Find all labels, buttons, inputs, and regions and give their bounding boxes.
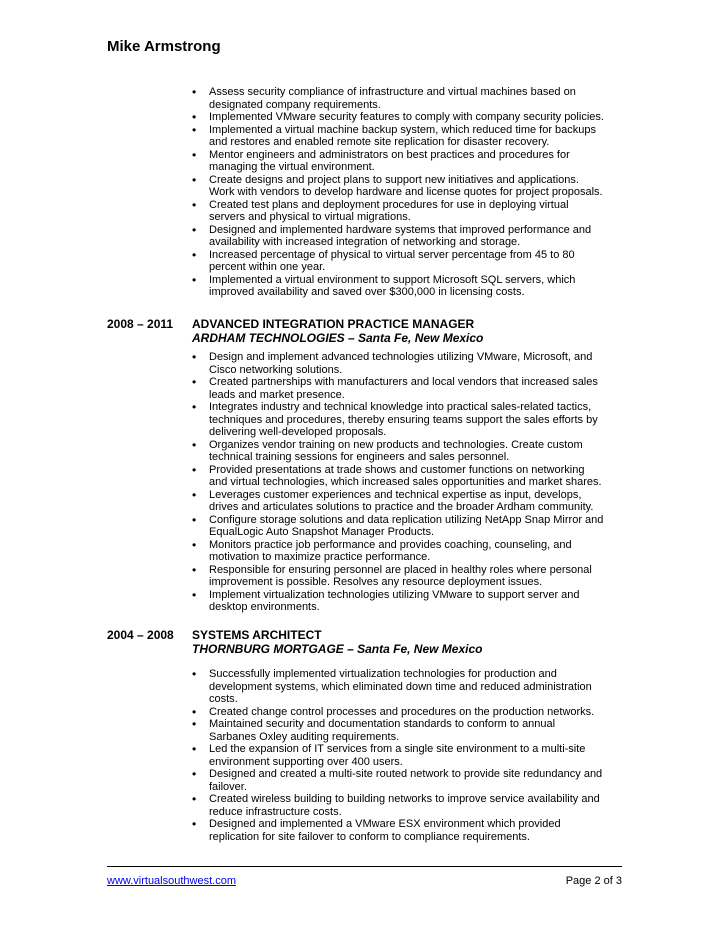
bullet-item: • Successfully implemented virtualization technologies for production and development systems, which eliminated down time and reduced administration costs. — [192, 668, 604, 706]
job-dates: 2008 – 2011 — [107, 317, 174, 331]
bullet-item: • Implemented VMware security features to comply with company security policies. — [192, 111, 604, 124]
bullet-item: • Designed and implemented hardware systems that improved performance and availability with increased integration of networking and storage. — [192, 224, 604, 249]
bullet-item: • Increased percentage of physical to virtual server percentage from 45 to 80 percent within one year. — [192, 249, 604, 274]
bullet-item: • Implemented a virtual environment to support Microsoft SQL servers, which improved availability and saved over $300,000 in licensing costs. — [192, 274, 604, 299]
job-company: THORNBURG MORTGAGE – Santa Fe, New Mexico — [192, 642, 483, 656]
bullet-item: • Design and implement advanced technologies utilizing VMware, Microsoft, and Cisco networking solutions. — [192, 351, 604, 376]
bullet-item: • Created test plans and deployment procedures for use in deploying virtual servers and physical to virtual migrations. — [192, 199, 604, 224]
bullet-item: • Led the expansion of IT services from a single site environment to a multi-site environment supporting over 400 users. — [192, 743, 604, 768]
footer-divider — [107, 866, 622, 867]
bullet-item: • Created wireless building to building networks to improve service availability and reduce infrastructure costs. — [192, 793, 604, 818]
bullet-item: • Maintained security and documentation standards to conform to annual Sarbanes Oxley auditing requirements. — [192, 718, 604, 743]
bullet-item: • Designed and implemented a VMware ESX environment which provided replication for site failover to conform to compliance requirements. — [192, 818, 604, 843]
bullet-item: • Provided presentations at trade shows and customer functions on networking and virtual technologies, which increased sales opportunities and market shares. — [192, 464, 604, 489]
website-link[interactable]: www.virtualsouthwest.com — [107, 875, 236, 887]
bullet-item: • Organizes vendor training on new products and technologies. Create custom technical training sessions for engineers and sales personnel. — [192, 439, 604, 464]
job-bullet-list-thornburg — [192, 668, 604, 843]
intro-bullet-list — [192, 86, 604, 299]
job-bullet-list-ardham — [192, 351, 604, 614]
bullet-item: • Monitors practice job performance and provides coaching, counseling, and motivation to maximize practice performance. — [192, 539, 604, 564]
job-title: SYSTEMS ARCHITECT — [192, 628, 322, 642]
bullet-item: • Assess security compliance of infrastructure and virtual machines based on designated company requirements. — [192, 86, 604, 111]
page-number: Page 2 of 3 — [565, 875, 622, 887]
bullet-item: • Created partnerships with manufacturers and local vendors that increased sales leads and market presence. — [192, 376, 604, 401]
bullet-item: • Configure storage solutions and data replication utilizing NetApp Snap Mirror and EqualLogic Auto Snapshot Manager Products. — [192, 514, 604, 539]
job-title: ADVANCED INTEGRATION PRACTICE MANAGER — [192, 317, 475, 331]
job-dates: 2004 – 2008 — [107, 628, 174, 642]
bullet-item: • Designed and created a multi-site routed network to provide site redundancy and failover. — [192, 768, 604, 793]
bullet-item: • Create designs and project plans to support new initiatives and applications. Work with vendors to develop hardware and license quotes for project proposals. — [192, 174, 604, 199]
bullet-item: • Mentor engineers and administrators on best practices and procedures for managing the virtual environment. — [192, 149, 604, 174]
bullet-item: • Responsible for ensuring personnel are placed in healthy roles where personal improvement is possible. Resolves any resource deployment issues. — [192, 564, 604, 589]
bullet-item: • Created change control processes and procedures on the production networks. — [192, 706, 604, 719]
bullet-item: • Implement virtualization technologies utilizing VMware to support server and desktop environments. — [192, 589, 604, 614]
bullet-item: • Integrates industry and technical knowledge into practical sales-related tactics, techniques and procedures, thereby ensuring teams support the sales efforts by delivering well-developed proposals. — [192, 401, 604, 439]
bullet-item: • Leverages customer experiences and technical expertise as input, develops, drives and articulates solutions to practice and the broader Ardham community. — [192, 489, 604, 514]
resume-name: Mike Armstrong — [107, 38, 221, 55]
bullet-item: • Implemented a virtual machine backup system, which reduced time for backups and restores and enabled remote site replication for disaster recovery. — [192, 124, 604, 149]
job-company: ARDHAM TECHNOLOGIES – Santa Fe, New Mexico — [192, 331, 484, 345]
